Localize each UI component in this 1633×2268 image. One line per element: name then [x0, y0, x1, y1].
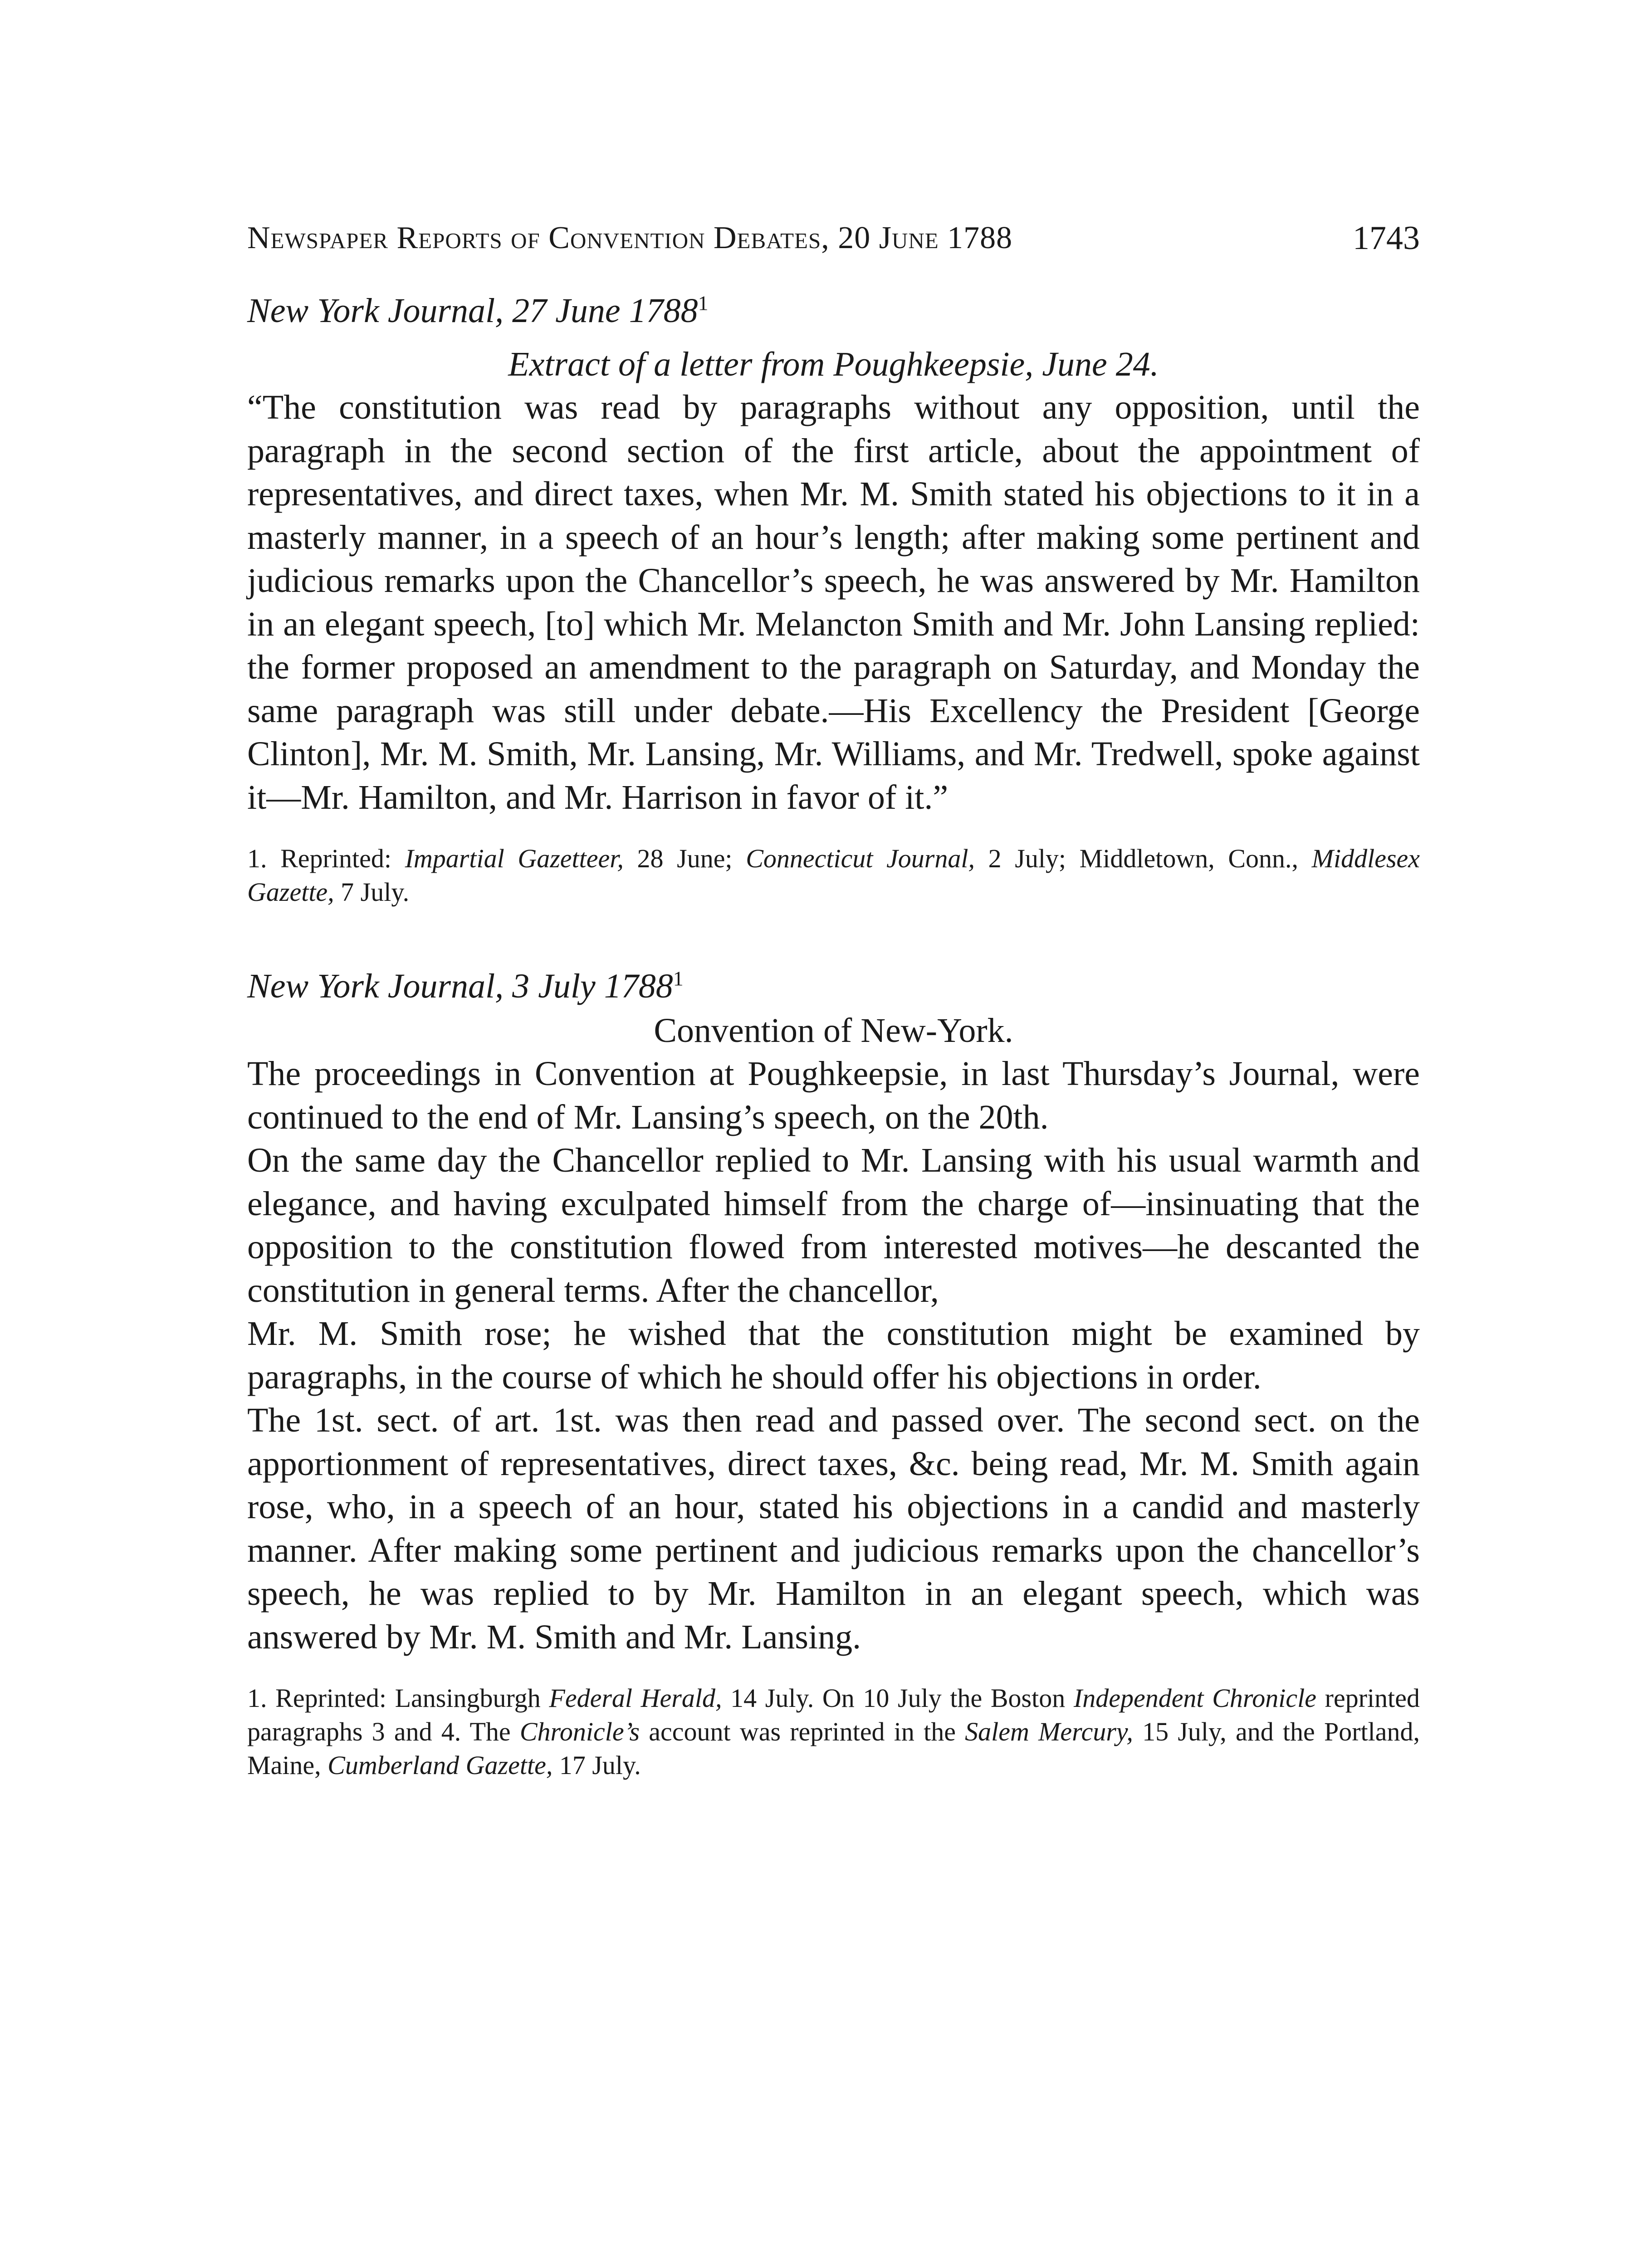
body-paragraph: The 1st. sect. of art. 1st. was then read and passed over. The second sect. on the apportionment of representatives, direct taxes, &c. being read, Mr. M. Smith again rose, who, in a speech of an hour, stated his objections in a candid and masterly manner. After making some pertinent and judicious remarks upon the chancellor’s speech, he was replied to by Mr. Hamilton in an elegant speech, which was answered by Mr. M. Smith and Mr. Lansing. [247, 1401, 1420, 1656]
footnote [247, 1681, 1420, 1782]
footnote-text: 14 July. On 10 July the Boston [722, 1683, 1074, 1713]
body-paragraph: Mr. M. Smith rose; he wished that the constitution might be examined by paragraphs, in the course of which he should offer his objections in order. [247, 1315, 1420, 1396]
source-heading [247, 963, 1420, 1009]
body-paragraph: “The constitution was read by paragraphs without any opposition, until the paragraph in the second section of the first article, about the appointment of representatives, and direct taxes, when Mr. M. Smith stated his objections to it in a masterly manner, in a speech of an hour’s length; after making some pertinent and judicious remarks upon the Chancellor’s speech, he was answered by Mr. Hamilton in an elegant speech, [to] which Mr. Melancton Smith and Mr. John Lansing replied: the former proposed an amendment to the paragraph on Saturday, and Monday the same paragraph was still under debate.—His Excellency the President [George Clinton], Mr. M. Smith, Mr. Lansing, Mr. Williams, and Mr. Tredwell, spoke against it—Mr. Hamilton, and Mr. Harrison in favor of it.” [247, 388, 1420, 816]
source-title: New York Journal, 3 July 1788 [247, 967, 673, 1005]
footnote-italic: Chronicle’s [519, 1717, 640, 1746]
footnote-italic: Connecticut Journal, [746, 844, 975, 873]
running-head [247, 213, 1420, 263]
letter-subheading: Extract of a letter from Poughkeepsie, June 24. [508, 345, 1159, 383]
page-number: 1743 [1353, 220, 1420, 257]
source-title: New York Journal, 27 June 1788 [247, 292, 698, 330]
section-ny-journal-3-july [247, 963, 1420, 1782]
footnote-text: 15 July, and the Portland, Maine, [247, 1717, 1420, 1780]
footnote-text: 1. Reprinted: [247, 844, 405, 873]
footnote-text: account was reprinted in the [640, 1717, 965, 1746]
page [247, 213, 1420, 1782]
footnote-text: 7 July. [334, 877, 410, 907]
footnote-text: 28 June; [623, 844, 746, 873]
footnote-italic: Independent Chronicle [1073, 1683, 1317, 1713]
source-heading [247, 288, 1420, 333]
footnote-italic: Impartial Gazetteer, [405, 844, 624, 873]
footnote-italic: Federal Herald, [549, 1683, 722, 1713]
footnote [247, 842, 1420, 909]
footnote-italic: Salem Mercury, [965, 1717, 1133, 1746]
body-paragraph: The proceedings in Convention at Poughkeepsie, in last Thursday’s Journal, were continued to the end of Mr. Lansing’s speech, on the 20th. [247, 1055, 1420, 1136]
footnote-text: 17 July. [552, 1750, 641, 1780]
footnote-ref: 1 [698, 291, 709, 315]
section-heading: Convention of New-York. [654, 1012, 1013, 1050]
footnote-italic: Middlesex Gazette, [247, 844, 1420, 907]
footnote-text: 2 July; Middletown, Conn., [975, 844, 1312, 873]
footnote-italic: Cumberland Gazette, [328, 1750, 553, 1780]
footnote-text: 1. Reprinted: Lansingburgh [247, 1683, 549, 1713]
footnote-text: reprinted paragraphs 3 and 4. The [247, 1683, 1420, 1746]
body-paragraph: On the same day the Chancellor replied to Mr. Lansing with his usual warmth and elegance, and having exculpated himself from the charge of—insinuating that the opposition to the constitution flowed from interested motives—he descanted the constitution in general terms. After the chancellor, [247, 1141, 1420, 1310]
running-head-title: Newspaper Reports of Convention Debates, 20 June 1788 [247, 220, 1013, 255]
footnote-ref: 1 [673, 967, 684, 990]
section-ny-journal-27-june [247, 288, 1420, 909]
